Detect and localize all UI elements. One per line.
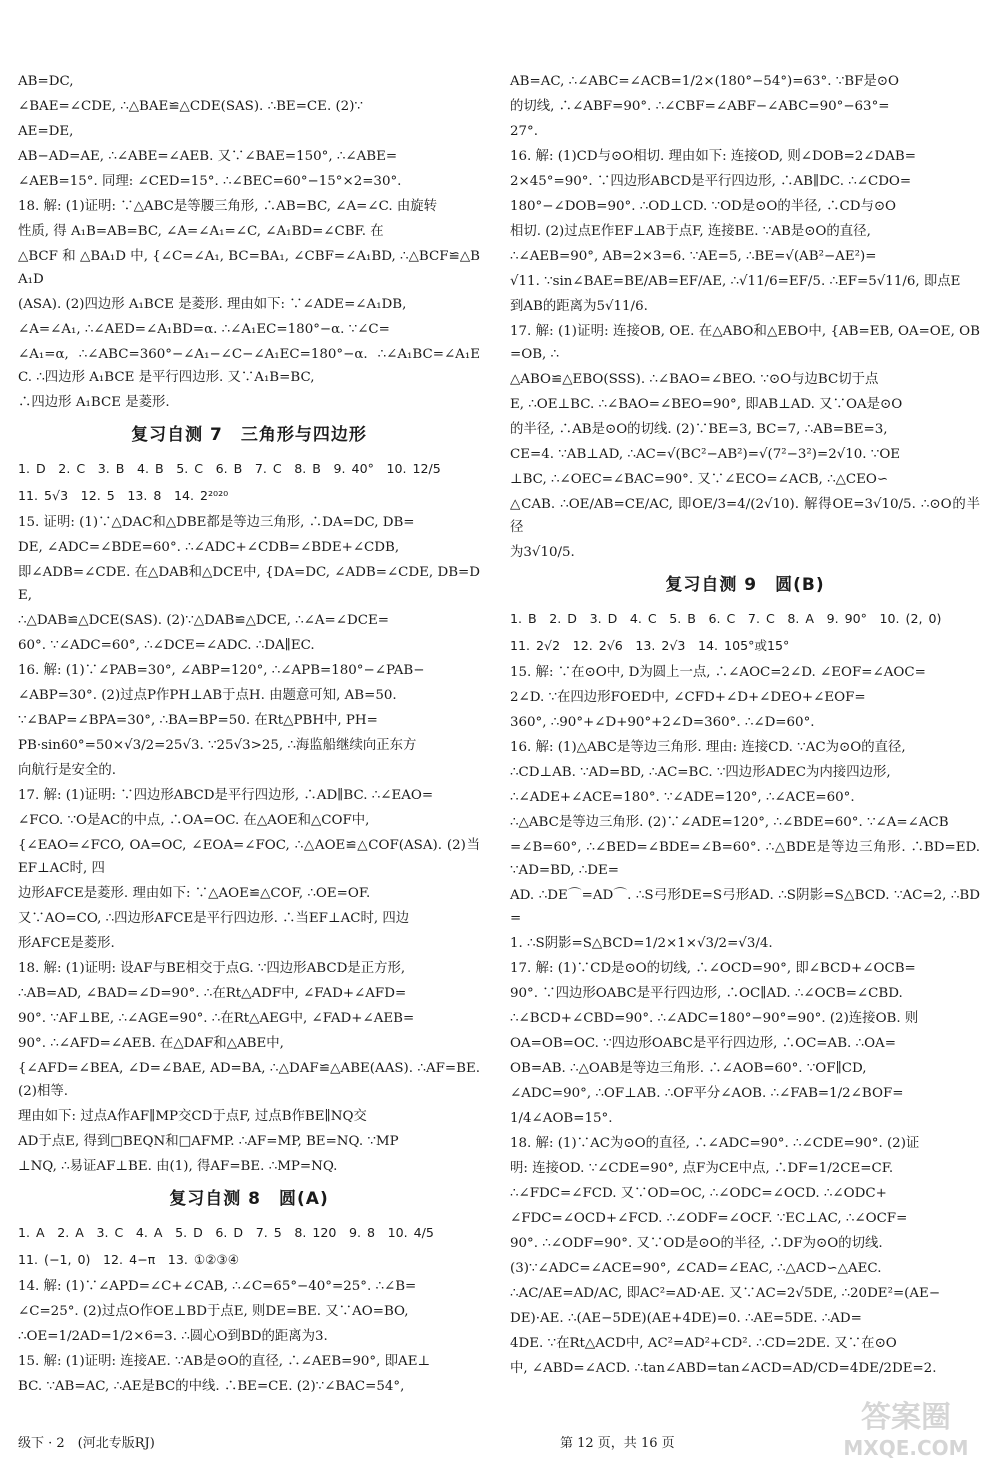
q15-continuation — [18, 70, 480, 193]
q16b-solution — [510, 736, 980, 955]
text-line: 相切. (2)过点E作EF⊥AB于点F, 连接BE. ∵AB是⊙O的直径, — [510, 224, 871, 239]
section-heading-8: 复习自测 8 圆(A) — [169, 1189, 329, 1209]
text-line: ∴CD⊥AB. ∵AD=BD, ∴AC=BC. ∵四边形ADEC为内接四边形, — [510, 765, 891, 780]
text-line: 为3√10/5. — [510, 545, 575, 560]
text-line: 的半径, ∴AB是⊙O的切线. (2)∵BE=3, BC=7, ∴AB=BE=3, — [510, 422, 888, 437]
text-line: 16. 解: (1)△ABC是等边三角形. 理由: 连接CD. ∵AC为⊙O的直径, — [510, 740, 906, 755]
text-line: OB=AB. ∴△OAB是等边三角形. ∴∠AOB=60°. ∵OF∥CD, — [510, 1061, 867, 1076]
text-line: 16. 解: (1)CD与⊙O相切. 理由如下: 连接OD, 则∠DOB=2∠DAB= — [510, 149, 916, 164]
text-line: ∠A₁=α, ∴∠ABC=360°−∠A₁−∠C−∠A₁EC=180°−α. ∴∠A₁BC=∠A₁EC. ∴四边形 A₁BCE 是平行四边形. 又∵A₁B=BC, — [18, 347, 480, 385]
text-line: 90°. ∵AF⊥BE, ∴∠AGE=90°. ∴在Rt△AEG中, ∠FAD+∠AEB= — [18, 1011, 415, 1026]
text-line: 1. A 2. A 3. C 4. A 5. D 6. D 7. 5 8. 120 9. 8 10. 4/5 — [18, 1225, 434, 1240]
text-line: E, ∴OE⊥BC. ∴∠BAO=∠BEO=90°, 即AB⊥AD. 又∵OA是⊙O — [510, 397, 903, 412]
text-line: ∴AC/AE=AD/AC, 即AC²=AD·AE. 又∵AC=2√5DE, ∴20DE²=(AE− — [510, 1286, 941, 1301]
text-line: 理由如下: 过点A作AF∥MP交CD于点F, 过点B作BE∥NQ交 — [18, 1109, 367, 1124]
text-line: 到AB的距离为5√11/6. — [510, 299, 648, 314]
watermark-logo — [826, 1393, 986, 1463]
text-line: 1. ∴S阴影=S△BCD=1/2×1×√3/2=√3/4. — [510, 936, 773, 951]
text-line: ∴∠AEB=90°, AB=2×3=6. ∵AE=5, ∴BE=√(AB²−AE²)= — [510, 249, 877, 264]
answers-9 — [510, 607, 980, 657]
text-line: ∠C=25°. (2)过点O作OE⊥BD于点E, 则DE=BE. 又∵AO=BO, — [18, 1304, 409, 1319]
text-line: AE=DE, — [18, 124, 74, 139]
text-line: ∴∠FDC=∠FCD. 又∵OD=OC, ∴∠ODC=∠OCD. ∴∠ODC+ — [510, 1186, 887, 1201]
text-line: BC. ∵AB=AC, ∴AE是BC的中线. ∴BE=CE. (2)∵∠BAC=54°, — [18, 1379, 405, 1394]
text-line: 又∵AO=CO, ∴四边形AFCE是平行四边形. ∴当EF⊥AC时, 四边 — [18, 911, 410, 926]
text-line: 17. 解: (1)∵CD是⊙O的切线, ∴∠OCD=90°, 即∠BCD+∠OCB= — [510, 961, 916, 976]
text-line: ∠FDC=∠OCD+∠FCD. ∴∠ODF=∠OCF. ∵EC⊥AC, ∴∠OCF= — [510, 1211, 908, 1226]
text-line: 11. 2√2 12. 2√6 13. 2√3 14. 105°或15° — [510, 638, 790, 653]
text-line: 17. 解: (1)证明: 连接OB, OE. 在△ABO和△EBO中, {AB=EB, OA=OE, OB=OB, ∴ — [510, 324, 980, 362]
text-line: ∠AEB=15°. 同理: ∠CED=15°. ∴∠BEC=60°−15°×2=30°. — [18, 174, 402, 189]
text-line: AB=DC, — [18, 74, 74, 89]
text-line: =∠B=60°, ∴∠BED=∠BDE=∠B=60°. ∴△BDE是等边三角形. ∴BD=ED. ∵AD=BD, ∴DE= — [510, 840, 980, 878]
right-column — [510, 70, 980, 1382]
text-line: √11. ∵sin∠BAE=BE/AB=EF/AE, ∴√11/6=EF/5. ∴EF=5√11/6, 即点E — [510, 274, 961, 289]
footer-page-number: 第 12 页，共 16 页 — [560, 1436, 675, 1451]
text-line: ∴∠BCD+∠CBD=90°. ∴∠ADC=180°−90°=90°. (2)连接OB. 则 — [510, 1011, 919, 1026]
watermark-bottom: MXQE.COM — [843, 1436, 969, 1460]
footer-left: 级下 · 2 (河北专版RJ) — [18, 1436, 155, 1451]
q18-solution — [510, 1132, 980, 1380]
text-line: 15. 解: (1)证明: 连接AE. ∵AB是⊙O的直径, ∴∠AEB=90°, 即AE⊥ — [18, 1354, 431, 1369]
text-line: 的切线, ∴∠ABF=90°. ∴∠CBF=∠ABF−∠ABC=90°−63°= — [510, 99, 890, 114]
text-line: 180°−∠DOB=90°. ∴OD⊥CD. ∵OD是⊙O的半径, ∴CD与⊙O — [510, 199, 897, 214]
text-line: 15. 证明: (1)∵△DAC和△DBE都是等边三角形, ∴DA=DC, DB= — [18, 515, 415, 530]
text-line: 90°. ∴∠ODF=90°. 又∵OD是⊙O的半径, ∴DF为⊙O的切线. — [510, 1236, 883, 1251]
text-line: ∴OE=1/2AD=1/2×6=3. ∴圆心O到BD的距离为3. — [18, 1329, 328, 1344]
q17-solution — [18, 784, 480, 955]
text-line: CE=4. ∵AB⊥AD, ∴AC=√(BC²−AB²)=√(7²−3²)=2√10. ∵OE — [510, 447, 901, 462]
q15-solution — [18, 511, 480, 657]
text-line: 1. D 2. C 3. B 4. B 5. C 6. B 7. C 8. B 9. 40° 10. 12/5 — [18, 461, 441, 476]
text-line: 27°. — [510, 124, 538, 139]
text-line: 向航行是安全的. — [18, 763, 116, 778]
text-line: △ABO≌△EBO(SSS). ∴∠BAO=∠BEO. ∵⊙O与边BC切于点 — [510, 372, 879, 387]
text-line: (ASA). (2)四边形 A₁BCE 是菱形. 理由如下: ∵∠ADE=∠A₁DB, — [18, 297, 407, 312]
text-line: 90°. ∴∠AFD=∠AEB. 在△DAF和△ABE中, — [18, 1036, 284, 1051]
text-line: 1. B 2. D 3. D 4. C 5. B 6. C 7. C 8. A 9. 90° 10. (2, 0) — [510, 611, 942, 626]
text-line: (3)∵∠ADC=∠ACE=90°, ∠CAD=∠EAC, ∴△ACD∽△AEC. — [510, 1261, 882, 1276]
text-line: OA=OB=OC. ∵四边形OABC是平行四边形, ∴OC=AB. ∴OA= — [510, 1036, 896, 1051]
text-line: PB·sin60°=50×√3/2=25√3. ∵25√3>25, ∴海监船继续向正东方 — [18, 738, 417, 753]
text-line: ∴∠ADE+∠ACE=180°. ∵∠ADE=120°, ∴∠ACE=60°. — [510, 790, 855, 805]
text-line: ∵∠BAP=∠BPA=30°, ∴BA=BP=50. 在Rt△PBH中, PH= — [18, 713, 378, 728]
q17-solution — [510, 320, 980, 564]
text-line: {∠EAO=∠FCO, OA=OC, ∠EOA=∠FOC, ∴△AOE≌△COF(ASA). (2)当EF⊥AC时, 四 — [18, 838, 480, 876]
q18-solution — [18, 195, 480, 414]
q16-solution — [18, 659, 480, 782]
q14-solution — [18, 1275, 480, 1348]
q18b-solution — [18, 957, 480, 1178]
text-line: 90°. ∵四边形OABC是平行四边形, ∴OC∥AD. ∴∠OCB=∠CBD. — [510, 986, 903, 1001]
text-line: AB=AC, ∴∠ABC=∠ACB=1/2×(180°−54°)=63°. ∵BF是⊙O — [510, 74, 899, 89]
q15b-solution — [18, 1350, 480, 1398]
left-column — [18, 70, 480, 1400]
q15-solution — [510, 661, 980, 734]
text-line: ∠BAE=∠CDE, ∴△BAE≌△CDE(SAS). ∴BE=CE. (2)∵ — [18, 99, 363, 114]
text-line: 11. (−1, 0) 12. 4−π 13. ①②③④ — [18, 1252, 239, 1267]
text-line: ⊥BC, ∴∠OEC=∠BAC=90°. 又∵∠ECO=∠ACB, ∴△CEO∽ — [510, 472, 889, 487]
text-line: ∠A=∠A₁, ∴∠AED=∠A₁BD=α. ∴∠A₁EC=180°−α. ∵∠C= — [18, 322, 390, 337]
section-heading-9: 复习自测 9 圆(B) — [665, 575, 825, 595]
answers-7 — [18, 457, 480, 507]
text-line: ∴四边形 A₁BCE 是菱形. — [18, 395, 170, 410]
text-line: △BCF 和 △BA₁D 中, {∠C=∠A₁, BC=BA₁, ∠CBF=∠A₁BD, ∴△BCF≌△BA₁D — [18, 249, 480, 287]
q15b-continuation — [510, 70, 980, 143]
text-line: AD于点E, 得到□BEQN和□AFMP. ∴AF=MP, BE=NQ. ∵MP — [18, 1134, 399, 1149]
text-line: △CAB. ∴OE/AB=CE/AC, 即OE/3=4/(2√10). 解得OE=3√10/5. ∴⊙O的半径 — [510, 497, 980, 535]
text-line: DE, ∠ADC=∠BDE=60°. ∴∠ADC+∠CDB=∠BDE+∠CDB, — [18, 540, 400, 555]
q16-solution — [510, 145, 980, 318]
text-line: ∠ADC=90°, ∴OF⊥AB. ∴OF平分∠AOB. ∴∠FAB=1/2∠BOF= — [510, 1086, 904, 1101]
text-line: AB−AD=AE, ∴∠ABE=∠AEB. 又∵∠BAE=150°, ∴∠ABE= — [18, 149, 398, 164]
watermark-top: 答案圈 — [861, 1400, 951, 1435]
text-line: ∠ABP=30°. (2)过点P作PH⊥AB于点H. 由题意可知, AB=50. — [18, 688, 397, 703]
text-line: 11. 5√3 12. 5 13. 8 14. 2²⁰²⁰ — [18, 488, 229, 503]
text-line: ∴△ABC是等边三角形. (2)∵∠ADE=120°, ∴∠BDE=60°. ∵∠A=∠ACB — [510, 815, 949, 830]
answers-8 — [18, 1221, 480, 1271]
text-line: 17. 解: (1)证明: ∵四边形ABCD是平行四边形, ∴AD∥BC. ∴∠EAO= — [18, 788, 434, 803]
text-line: 18. 解: (1)证明: 设AF与BE相交于点G. ∵四边形ABCD是正方形, — [18, 961, 406, 976]
text-line: AD. ∴DE⌒=AD⌒. ∴S弓形DE=S弓形AD. ∴S阴影=S△BCD. ∵AC=2, ∴BD= — [510, 888, 980, 926]
q17b-solution — [510, 957, 980, 1130]
text-line: 2∠D. ∵在四边形FOED中, ∠CFD+∠D+∠DEO+∠EOF= — [510, 690, 866, 705]
text-line: ∴△DAB≌△DCE(SAS). (2)∵△DAB≌△DCE, ∴∠A=∠DCE= — [18, 613, 389, 628]
text-line: ∴AB=AD, ∠BAD=∠D=90°. ∴在Rt△ADF中, ∠FAD+∠AFD= — [18, 986, 407, 1001]
text-line: 2×45°=90°. ∵四边形ABCD是平行四边形, ∴AB∥DC. ∴∠CDO= — [510, 174, 912, 189]
text-line: 形AFCE是菱形. — [18, 936, 115, 951]
text-line: 16. 解: (1)∵∠PAB=30°, ∠ABP=120°, ∴∠APB=180°−∠PAB− — [18, 663, 425, 678]
text-line: ⊥NQ, ∴易证AF⊥BE. 由(1), 得AF=BE. ∴MP=NQ. — [18, 1159, 338, 1174]
text-line: 明: 连接OD. ∵∠CDE=90°, 点F为CE中点, ∴DF=1/2CE=CF. — [510, 1161, 894, 1176]
text-line: 18. 解: (1)证明: ∵△ABC是等腰三角形, ∴AB=BC, ∠A=∠C. 由旋转 — [18, 199, 438, 214]
text-line: 中, ∠ABD=∠ACD. ∴tan∠ABD=tan∠ACD=AD/CD=4DE/2DE=2. — [510, 1361, 937, 1376]
text-line: 即∠ADB=∠CDE. 在△DAB和△DCE中, {DA=DC, ∠ADB=∠CDE, DB=DE, — [18, 565, 480, 603]
text-line: 60°. ∵∠ADC=60°, ∴∠DCE=∠ADC. ∴DA∥EC. — [18, 638, 315, 653]
text-line: 14. 解: (1)∵∠APD=∠C+∠CAB, ∴∠C=65°−40°=25°. ∴∠B= — [18, 1279, 417, 1294]
text-line: 4DE. ∵在Rt△ACD中, AC²=AD²+CD². ∴CD=2DE. 又∵在⊙O — [510, 1336, 897, 1351]
text-line: {∠AFD=∠BEA, ∠D=∠BAE, AD=BA, ∴△DAF≌△ABE(AAS). ∴AF=BE. (2)相等. — [18, 1061, 480, 1099]
text-line: ∠FCO. ∵O是AC的中点, ∴OA=OC. 在△AOE和△COF中, — [18, 813, 370, 828]
text-line: 15. 解: ∵在⊙O中, D为圆上一点, ∴∠AOC=2∠D. ∠EOF=∠AOC= — [510, 665, 926, 680]
text-line: 18. 解: (1)∵AC为⊙O的直径, ∴∠ADC=90°. ∴∠CDE=90°. (2)证 — [510, 1136, 920, 1151]
text-line: 边形AFCE是菱形. 理由如下: ∵△AOE≌△COF, ∴OE=OF. — [18, 886, 371, 901]
text-line: 1/4∠AOB=15°. — [510, 1111, 613, 1126]
text-line: 360°, ∴90°+∠D+90°+2∠D=360°. ∴∠D=60°. — [510, 715, 815, 730]
text-line: DE)·AE. ∴(AE−5DE)(AE+4DE)=0. ∴AE=5DE. ∴AD= — [510, 1311, 862, 1326]
section-heading-7: 复习自测 7 三角形与四边形 — [131, 425, 367, 445]
text-line: 性质, 得 A₁B=AB=BC, ∠A=∠A₁=∠C, ∠A₁BD=∠CBF. 在 — [18, 224, 384, 239]
